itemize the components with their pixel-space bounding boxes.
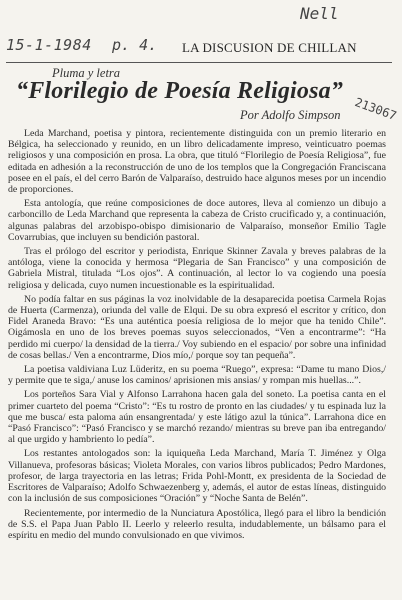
paragraph: Esta antología, que reúne composiciones de doce autores, lleva al comienzo un dibujo a carboncillo de Leda Marchand que representa la cabeza de Cristo crucificado y, a continuación, algunas palabras del arzobispo-obispo dimisionario de Valparaíso, monseñor Emilio Tagle Covarrubias, que incluyen su bendición pastoral. bbox=[8, 198, 386, 243]
article-title: “Florilegio de Poesía Religiosa” bbox=[16, 78, 344, 104]
paragraph: Recientemente, por intermedio de la Nunciatura Apostólica, llegó para el libro la bendición de S.S. el Papa Juan Pablo II. Leerlo y releerlo resulta, indudablemente, un bálsamo para el espíritu en medio del mundo convulsionado en que vivimos. bbox=[8, 507, 386, 541]
paragraph: Leda Marchand, poetisa y pintora, recientemente distinguida con un premio literario en Bélgica, ha seleccionado y reunido, en un libro delicadamente impreso, veinticuatro poemas religiosos y una composición en prosa. La obra, que tituló “Florilegio de Poesía Religiosa”, fue editada en adhesión a la reconstrucción de uno de los templos que la Congregación Franciscana posee en el país, el del cerro Barón de Valparaíso, destruido hace algunos meses por un incendio de proporciones. bbox=[8, 128, 386, 196]
article-body bbox=[8, 128, 386, 544]
newspaper-masthead: LA DISCUSION DE CHILLAN bbox=[182, 40, 357, 55]
handwritten-archive-code: 213067 bbox=[352, 95, 399, 123]
masthead-rule bbox=[6, 62, 392, 63]
article-byline: Por Adolfo Simpson bbox=[240, 108, 341, 122]
paragraph: La poetisa valdiviana Luz Lüderitz, en su poema “Ruego”, expresa: “Dame tu mano Dios,/ y permite que te siga,/ anuse los caminos/ aprisionen mis ansias/ y rompan mis huellas...”. bbox=[8, 364, 386, 387]
paragraph: Tras el prólogo del escritor y periodista, Enrique Skinner Zavala y breves palabras de la antóloga, viene la conocida y hermosa “Plegaria de San Francisco” y una composición de Gabriela Mistral, titulada “Los ojos”. A continuación, al lector lo va cogiendo una poesía religiosa y delicada, cuyo numen incuestionable es la espiritualidad. bbox=[8, 246, 386, 291]
handwritten-initials: Nell bbox=[300, 4, 339, 23]
paragraph: Los porteños Sara Vial y Alfonso Larrahona hacen gala del soneto. La poetisa canta en el primer cuarteto del poema “Cristo”: “Es tu rostro de pronto en las ciudades/ y tu espinada luz la que me busca/ esta paloma aún ensangrentada/ y este látigo azul la túnica”. Larrahona dice en “Pasó Francisco”: “Pasó Francisco y se marchó rezando/ mientras su breve pan iba entregando/ al que urgido y hambriento lo pedía”. bbox=[8, 389, 386, 446]
handwritten-date: 15-1-1984 bbox=[6, 36, 92, 54]
paragraph: No podía faltar en sus páginas la voz inolvidable de la desaparecida poetisa Carmela Rojas de Huerta (Carmenza), oriunda del valle de Elqui. De su obra expresó el escritor y crítico, don Fidel Araneda Bravo: “Es una auténtica poesía religiosa de lo mejor que ha tenido Chile”. Oigámosla en uno de los breves poemas suyos seleccionados, “Ven a encontrarme”: “Ha perdido mi cuerpo/ la densidad de la tierra./ Voy subiendo en el espacio/ por sobre una infinidad de cosas bellas./ Ven a encontrarme, Dios mío,/ porque soy tan pequeña”. bbox=[8, 293, 386, 361]
column-kicker: Pluma y letra bbox=[52, 66, 121, 80]
paragraph: Los restantes antologados son: la iquiqueña Leda Marchand, María T. Jiménez y Olga Villanueva, profesoras básicas; Violeta Morales, con varios libros publicados; Pedro Mardones, profesor, de larga trayectoria en las letras; Frida Pohl-Montt, ex presidenta de la Sociedad de Escritores de Valparaíso; Adolfo Schwaezenberg y, además, el autor de estas líneas, distinguido con la inclusión de sus composiciones “Oración” y “Noche Santa de Belén”. bbox=[8, 448, 386, 505]
handwritten-page-number: p. 4. bbox=[112, 36, 158, 54]
